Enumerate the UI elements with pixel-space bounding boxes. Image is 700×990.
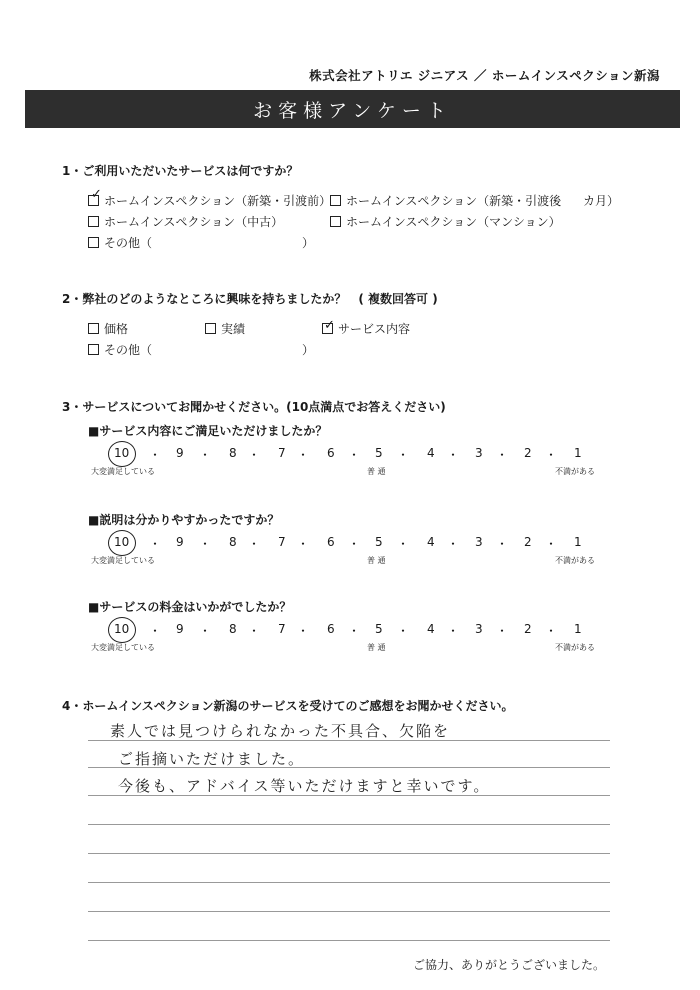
rating-option[interactable]: 3 — [475, 535, 483, 549]
scale-separator: ・ — [149, 624, 162, 638]
label-low: 不満がある — [555, 467, 595, 476]
selected-rating-circle — [108, 530, 136, 556]
scale-separator: ・ — [297, 537, 310, 551]
checkbox[interactable] — [88, 237, 99, 248]
checkbox[interactable] — [88, 344, 99, 355]
q2-option-service[interactable] — [322, 320, 410, 337]
rating-option[interactable]: 2 — [524, 622, 532, 636]
option-label: 価格 — [104, 322, 129, 336]
option-label: ホームインスペクション（中古） — [104, 215, 284, 229]
rating-option[interactable]: 9 — [176, 446, 184, 460]
option-label: ホームインスペクション（マンション） — [346, 215, 561, 229]
question-3-title: 3・サービスについてお聞かせください。(10点満点でお答えください) — [62, 400, 446, 414]
answer-line-1: 素人では見つけられなかった不具合、欠陥を — [110, 722, 451, 740]
q2-other-close: ） — [302, 343, 315, 357]
rating-option[interactable]: 6 — [327, 535, 335, 549]
q2-option-price[interactable] — [88, 320, 128, 337]
label-mid: 普 通 — [367, 643, 386, 652]
rating-option[interactable]: 7 — [278, 622, 286, 636]
scale-separator: ・ — [397, 624, 410, 638]
checkbox[interactable] — [205, 323, 216, 334]
selected-rating-circle — [108, 617, 136, 643]
rating-option[interactable]: 5 — [375, 535, 383, 549]
checkbox[interactable] — [88, 216, 99, 227]
rating-option[interactable]: 5 — [375, 622, 383, 636]
label-low: 不満がある — [555, 556, 595, 565]
scale-separator: ・ — [297, 448, 310, 462]
scale-separator: ・ — [149, 537, 162, 551]
checkbox-checked[interactable]: ✓ — [324, 318, 335, 333]
checkbox[interactable] — [88, 323, 99, 334]
writing-line — [88, 767, 610, 768]
rating-option[interactable]: 10 — [114, 446, 130, 460]
scale-separator: ・ — [545, 448, 558, 462]
rating-option[interactable]: 10 — [114, 622, 130, 636]
scale-separator: ・ — [496, 448, 509, 462]
q1-option-new-before[interactable] — [88, 187, 332, 209]
rating-option[interactable]: 6 — [327, 622, 335, 636]
option-label: ホームインスペクション（新築・引渡前） — [104, 194, 332, 208]
scale-separator: ・ — [199, 448, 212, 462]
rating-option[interactable]: 4 — [427, 622, 435, 636]
q1-months-label: カ月） — [583, 194, 620, 208]
rating-option[interactable]: 2 — [524, 535, 532, 549]
rating-option[interactable]: 1 — [574, 535, 582, 549]
rating-option[interactable]: 4 — [427, 535, 435, 549]
rating-option[interactable]: 7 — [278, 446, 286, 460]
scale-separator: ・ — [149, 448, 162, 462]
option-label: サービス内容 — [338, 322, 411, 336]
q1-option-mansion[interactable] — [330, 213, 561, 230]
answer-line-3: 今後も、アドバイス等いただけますと幸いです。 — [118, 777, 491, 795]
label-high: 大変満足している — [91, 643, 155, 652]
scale-separator: ・ — [248, 448, 261, 462]
scale-separator: ・ — [397, 537, 410, 551]
rating-option[interactable]: 2 — [524, 446, 532, 460]
writing-line — [88, 853, 610, 854]
rating-option[interactable]: 9 — [176, 535, 184, 549]
scale-separator: ・ — [447, 448, 460, 462]
scale-separator: ・ — [496, 624, 509, 638]
writing-line — [88, 824, 610, 825]
rating-option[interactable]: 10 — [114, 535, 130, 549]
checkbox[interactable] — [330, 195, 341, 206]
scale-separator: ・ — [297, 624, 310, 638]
rating-option[interactable]: 4 — [427, 446, 435, 460]
scale-separator: ・ — [348, 624, 361, 638]
scale-separator: ・ — [248, 624, 261, 638]
rating-option[interactable]: 8 — [229, 622, 237, 636]
question-4-title: 4・ホームインスペクション新潟のサービスを受けてのご感想をお聞かせください。 — [62, 699, 514, 713]
writing-line — [88, 795, 610, 796]
scale-separator: ・ — [248, 537, 261, 551]
answer-line-2: ご指摘いただけました。 — [118, 750, 306, 768]
label-high: 大変満足している — [91, 467, 155, 476]
scale-separator: ・ — [348, 537, 361, 551]
label-mid: 普 通 — [367, 467, 386, 476]
option-label: ホームインスペクション（新築・引渡後 — [346, 194, 562, 208]
scale-separator: ・ — [545, 537, 558, 551]
rating-question-1: ■サービス内容にご満足いただけましたか？ — [88, 424, 328, 438]
option-label: 実績 — [221, 322, 246, 336]
rating-option[interactable]: 3 — [475, 622, 483, 636]
rating-option[interactable]: 6 — [327, 446, 335, 460]
thanks-message: ご協力、ありがとうございました。 — [412, 958, 605, 972]
rating-option[interactable]: 9 — [176, 622, 184, 636]
scale-separator: ・ — [397, 448, 410, 462]
q1-option-new-after[interactable] — [330, 192, 561, 209]
selected-rating-circle — [108, 441, 136, 467]
rating-option[interactable]: 7 — [278, 535, 286, 549]
writing-line — [88, 940, 610, 941]
writing-line — [88, 911, 610, 912]
checkbox-checked[interactable]: ✓ — [88, 195, 99, 206]
writing-line — [88, 882, 610, 883]
rating-option[interactable]: 8 — [229, 446, 237, 460]
q1-other-close: ） — [302, 236, 315, 250]
label-low: 不満がある — [555, 643, 595, 652]
question-2-title: 2・弊社のどのようなところに興味を持ちましたか？ ( 複数回答可 ) — [62, 292, 438, 306]
question-1-title: 1・ご利用いただいたサービスは何ですか？ — [62, 164, 299, 178]
label-mid: 普 通 — [367, 556, 386, 565]
writing-line — [88, 740, 610, 741]
scale-separator: ・ — [348, 448, 361, 462]
company-name: 株式会社アトリエ ジニアス ／ ホームインスペクション新潟 — [309, 68, 660, 83]
rating-option[interactable]: 3 — [475, 446, 483, 460]
q1-option-used[interactable] — [88, 213, 283, 230]
rating-option[interactable]: 1 — [574, 622, 582, 636]
label-high: 大変満足している — [91, 556, 155, 565]
rating-question-3: ■サービスの料金はいかがでしたか？ — [88, 600, 292, 614]
scale-separator: ・ — [447, 537, 460, 551]
scale-separator: ・ — [545, 624, 558, 638]
rating-option[interactable]: 8 — [229, 535, 237, 549]
page-title: お客様アンケート — [25, 90, 680, 128]
scale-separator: ・ — [199, 537, 212, 551]
scale-separator: ・ — [496, 537, 509, 551]
rating-option[interactable]: 5 — [375, 446, 383, 460]
option-label: その他（ — [104, 236, 153, 250]
checkbox[interactable] — [330, 216, 341, 227]
option-label: その他（ — [104, 343, 153, 357]
q2-option-other[interactable] — [88, 341, 152, 358]
rating-question-2: ■説明は分かりやすかったですか？ — [88, 513, 280, 527]
scale-separator: ・ — [447, 624, 460, 638]
scale-separator: ・ — [199, 624, 212, 638]
rating-option[interactable]: 1 — [574, 446, 582, 460]
q2-option-results[interactable] — [205, 320, 245, 337]
q1-option-other[interactable] — [88, 234, 152, 251]
